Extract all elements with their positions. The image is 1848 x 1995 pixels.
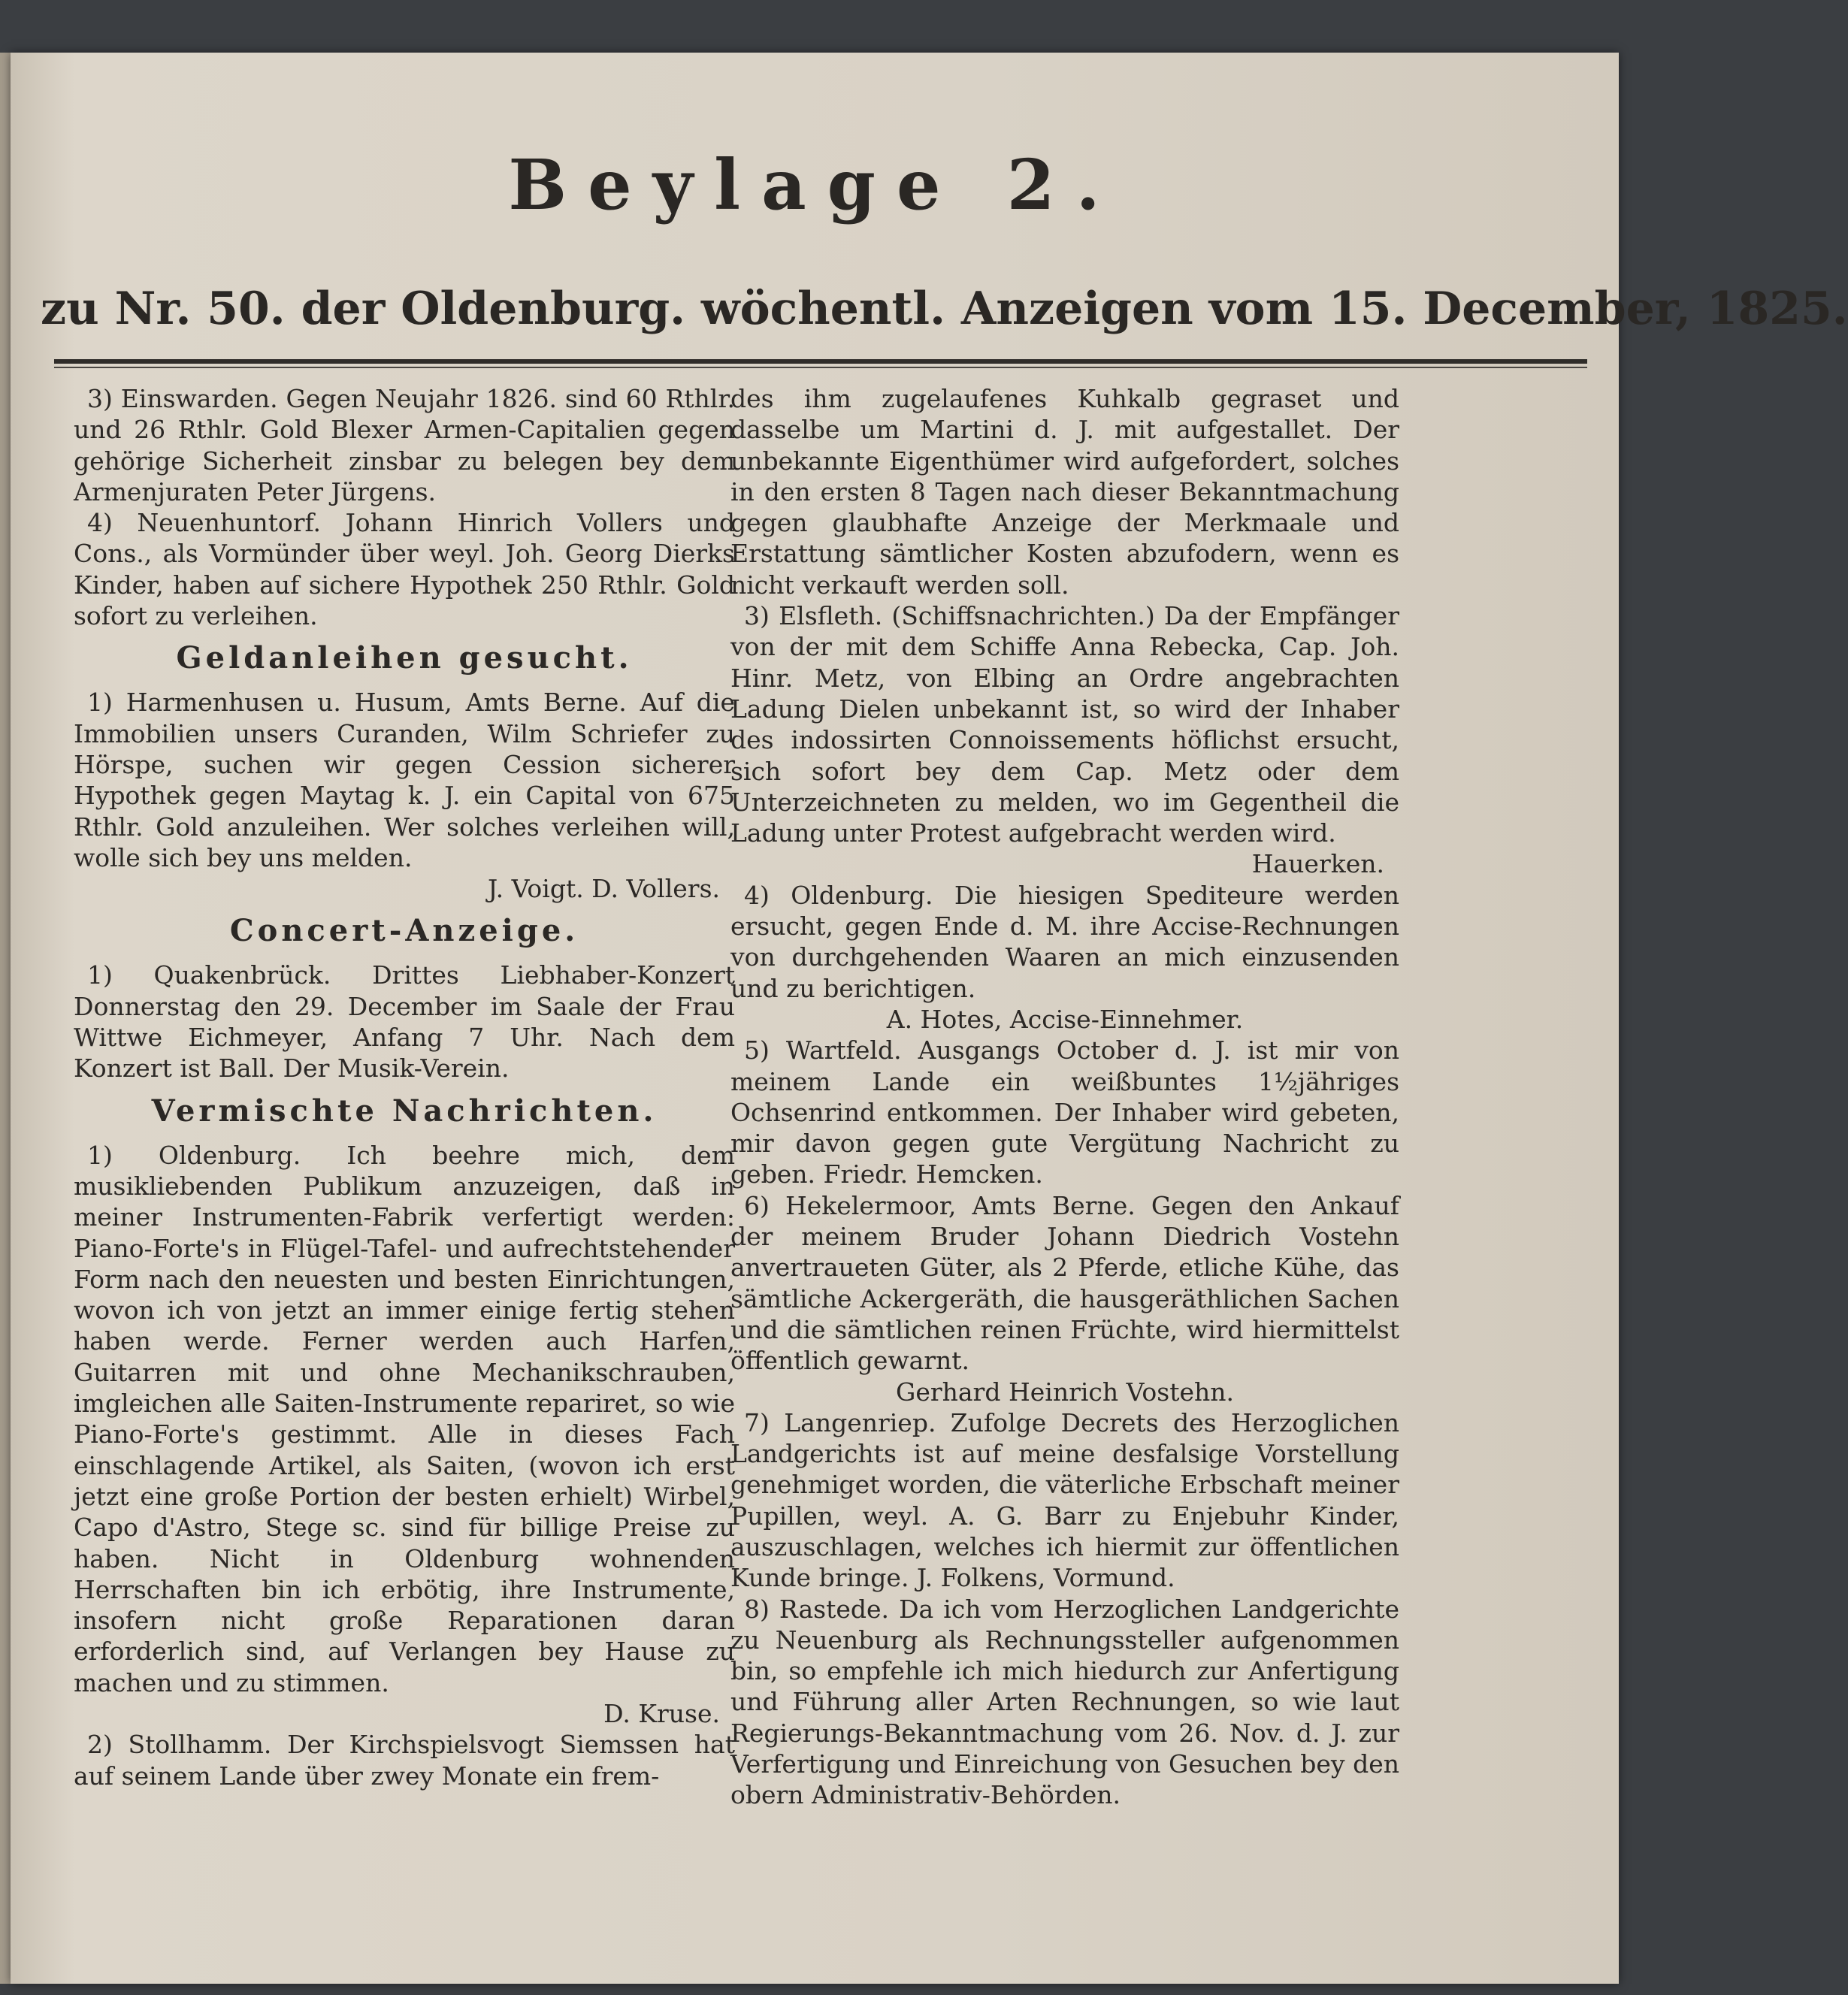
notice-stollhamm-continued: des ihm zugelaufenes Kuhkalb gegraset und dasselbe um Martini d. J. mit aufgestallet. Der unbekannte Eigenthümer wird aufgefordert, solches in den ersten 8 Tagen nach dieser Bekanntmachung gegen glaubhafte Anzeige der Merkmaale und Erstattung sämtlicher Kosten abzufodern, wenn es nicht verkauft werden soll. xyxy=(730,384,1399,600)
notice-oldenburg-kruse: 1) Oldenburg. Ich beehre mich, dem musikliebenden Publikum anzuzeigen, daß in meiner Instrumenten-Fabrik verfertigt werden: Piano-Forte's in Flügel-Tafel- und aufrechtstehender Form nach den neuesten und besten Einrichtungen, wovon ich von jetzt an immer einige fertig stehen haben werde. Ferner werden auch Harfen, Guitarren mit und ohne Mechanikschrauben, imgleichen alle Saiten-Instrumente repariret, so wie Piano-Forte's gestimmt. Alle in dieses Fach einschlagende Artikel, als Saiten, (wovon ich erst jetzt eine große Portion der besten erhielt) Wirbel, Capo d'Astro, Stege sc. sind für billige Preise zu haben. Nicht in Oldenburg wohnenden Herrschaften bin ich erbötig, ihre Instrumente, insofern nicht große Reparationen daran erforderlich sind, auf Verlangen bey Hause zu machen und zu stimmen. xyxy=(74,1140,735,1697)
signature-hauerken: Hauerken. xyxy=(1251,849,1384,879)
signature-vostehn: Gerhard Heinrich Vostehn. xyxy=(895,1377,1235,1407)
notice-harmenhusen: 1) Harmenhusen u. Husum, Amts Berne. Auf die Immobilien unsers Curanden, Wilm Schriefer zu Hörspe, suchen wir gegen Cession sicherer Hypothek gegen Maytag k. J. ein Capital von 675 Rthlr. Gold anzuleihen. Wer solches verleihen will, wolle sich bey uns melden. xyxy=(74,688,735,872)
header-rule-thin xyxy=(54,367,1587,368)
notice-stollhamm: 2) Stollhamm. Der Kirchspielsvogt Siemssen hat auf seinem Lande über zwey Monate ein frem- xyxy=(74,1730,735,1791)
right-column xyxy=(730,383,1399,1811)
signature-hotes: A. Hotes, Accise-Einnehmer. xyxy=(886,1004,1244,1034)
notice-quakenbrueck: 1) Quakenbrück. Drittes Liebhaber-Konzert Donnerstag den 29. December im Saale der Frau Wittwe Eichmeyer, Anfang 7 Uhr. Nach dem Konzert ist Ball. Der Musik-Verein. xyxy=(74,960,735,1084)
newspaper-page xyxy=(11,53,1848,1984)
notice-langenriep: 7) Langenriep. Zufolge Decrets des Herzoglichen Landgerichts ist auf meine desfalsige Vorstellung genehmiget worden, die väterliche Erbschaft meiner Pupillen, weyl. A. G. Barr zu Enjebuhr Kinder, auszuschlagen, welches ich hiermit zur öffentlichen Kunde bringe. J. Folkens, Vormund. xyxy=(730,1407,1399,1593)
page-subtitle: zu Nr. 50. der Oldenburg. wöchentl. Anzeigen vom 15. December, 1825. xyxy=(41,283,1848,335)
page-title: Beylage 2. xyxy=(508,144,1121,225)
notice-neuenhuntorf: 4) Neuenhuntorf. Johann Hinrich Vollers und Cons., als Vormünder über weyl. Joh. Georg Dierks Kinder, haben auf sichere Hypothek 250 Rthlr. Gold sofort zu verleihen. xyxy=(74,508,735,631)
notice-wartfeld: 5) Wartfeld. Ausgangs October d. J. ist mir von meinem Lande ein weißbuntes 1½jähriges Ochsenrind entkommen. Der Inhaber wird gebeten, mir davon gegen gute Vergütung Nachricht zu geben. Friedr. Hemcken. xyxy=(730,1035,1399,1189)
signature-voigt-vollers: J. Voigt. D. Vollers. xyxy=(487,874,720,904)
section-heading-geldanleihen: Geldanleihen gesucht. xyxy=(176,640,633,676)
notice-oldenburg-spediteure: 4) Oldenburg. Die hiesigen Spediteure werden ersucht, gegen Ende d. M. ihre Accise-Rechnungen von durchgehenden Waaren an mich einzusenden und zu berichtigen. xyxy=(730,880,1399,1003)
notice-hekelermoor: 6) Hekelermoor, Amts Berne. Gegen den Ankauf der meinem Bruder Johann Diedrich Vostehn anvertraueten Güter, als 2 Pferde, etliche Kühe, das sämtliche Ackergeräth, die hausgeräthlichen Sachen und die sämtlichen reinen Früchte, wird hiermittelst öffentlich gewarnt. xyxy=(730,1190,1399,1376)
notice-rastede: 8) Rastede. Da ich vom Herzoglichen Landgerichte zu Neuenburg als Rechnungssteller aufgenommen bin, so empfehle ich mich hiedurch zur Anfertigung und Führung aller Arten Rechnungen, so wie laut Regierungs-Bekanntmachung vom 26. Nov. d. J. zur Verfertigung und Einreichung von Gesuchen bey den obern Administrativ-Behörden. xyxy=(730,1594,1399,1810)
notice-elsfleth: 3) Elsfleth. (Schiffsnachrichten.) Da der Empfänger von der mit dem Schiffe Anna Rebecka, Cap. Joh. Hinr. Metz, von Elbing an Ordre angebrachten Ladung Dielen unbekannt ist, so wird der Inhaber des indossirten Connoissements höflichst ersucht, sich sofort bey dem Cap. Metz oder dem Unterzeichneten zu melden, wo im Gegentheil die Ladung unter Protest aufgebracht werden wird. xyxy=(730,601,1399,848)
binding-edge xyxy=(0,53,11,1984)
signature-kruse: D. Kruse. xyxy=(603,1698,720,1728)
left-column xyxy=(74,383,735,1791)
header-rule xyxy=(54,359,1587,364)
section-heading-vermischte: Vermischte Nachrichten. xyxy=(151,1093,658,1129)
section-heading-concert: Concert-Anzeige. xyxy=(229,913,579,949)
notice-einswarden: 3) Einswarden. Gegen Neujahr 1826. sind 60 Rthlr. und 26 Rthlr. Gold Blexer Armen-Capitalien gegen gehörige Sicherheit zinsbar zu belegen bey dem Armenjuraten Peter Jürgens. xyxy=(74,384,735,506)
